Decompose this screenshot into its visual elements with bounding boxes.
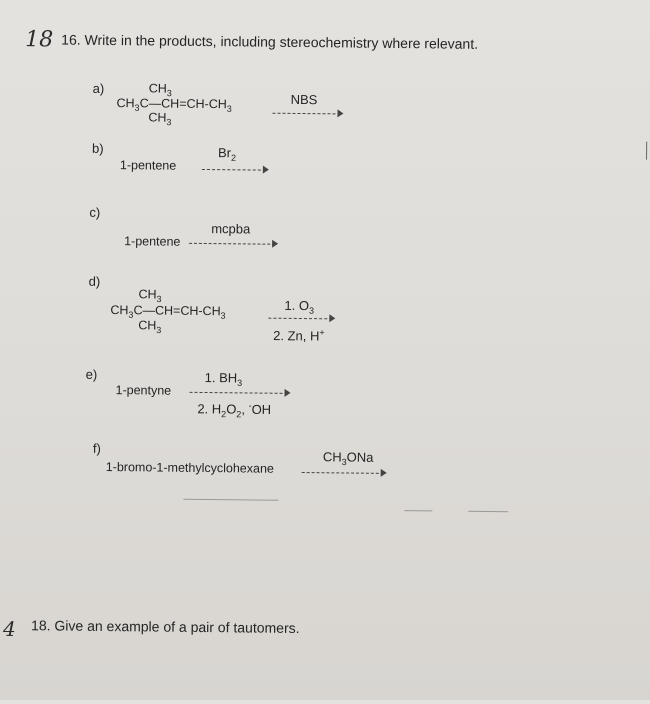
part-f-reactant: 1-bromo-1-methylcyclohexane <box>105 459 274 476</box>
part-e-reagent-1: 1. $BH_3$ <box>204 370 243 388</box>
part-d-reagent-2: 2. Zn, H+ <box>273 327 325 344</box>
part-a-label: a) <box>92 80 105 96</box>
part-e-reactant: 1-pentyne <box>115 383 172 398</box>
part-a-bottom-methyl: $CH_3$ <box>148 110 172 128</box>
part-f-label: f) <box>92 440 101 456</box>
part-f-reagent: $CH_3ONa$ <box>322 449 374 468</box>
q18-title: 18. Give an example of a pair of tautomers. <box>31 617 300 637</box>
margin-mark <box>646 142 647 160</box>
part-d-label: d) <box>88 273 101 289</box>
part-d-top-methyl: $CH_3$ <box>138 287 162 305</box>
part-b-label: b) <box>92 140 104 156</box>
part-b-arrow <box>202 169 266 171</box>
q18-score: 4 <box>2 616 16 642</box>
answer-blank-line <box>404 510 432 511</box>
answer-blank-line <box>183 499 278 501</box>
part-a-structure: $CH_3C—CH=CH-CH_3$ <box>116 96 232 114</box>
part-a-top-methyl: $CH_3$ <box>148 81 172 99</box>
answer-blank-line <box>468 511 508 512</box>
part-c-arrow <box>189 243 275 245</box>
part-a-arrow <box>272 113 340 115</box>
part-c-reactant: 1-pentene <box>124 234 181 249</box>
part-c-label: c) <box>89 204 101 220</box>
part-e-reagent-2: 2. $H_2O_2$, -OH <box>197 400 272 420</box>
part-b-reactant: 1-pentene <box>119 158 177 173</box>
part-a-reagent: NBS <box>290 91 318 108</box>
part-e-arrow <box>190 392 288 394</box>
part-d-bottom-methyl: $CH_3$ <box>138 318 162 336</box>
part-d-reagent-1: 1. $O_3$ <box>284 297 315 316</box>
part-d-structure: $CH_3C—CH=CH-CH_3$ <box>110 303 226 321</box>
part-c-reagent: mcpba <box>211 221 251 237</box>
part-e-label: e) <box>85 366 98 382</box>
q16-score: 18 <box>25 27 54 53</box>
part-d-arrow <box>268 318 332 320</box>
part-f-arrow <box>302 472 384 474</box>
q16-title: 16. Write in the products, including stereochemistry where relevant. <box>61 31 479 52</box>
part-b-reagent: $Br_2$ <box>217 145 237 163</box>
